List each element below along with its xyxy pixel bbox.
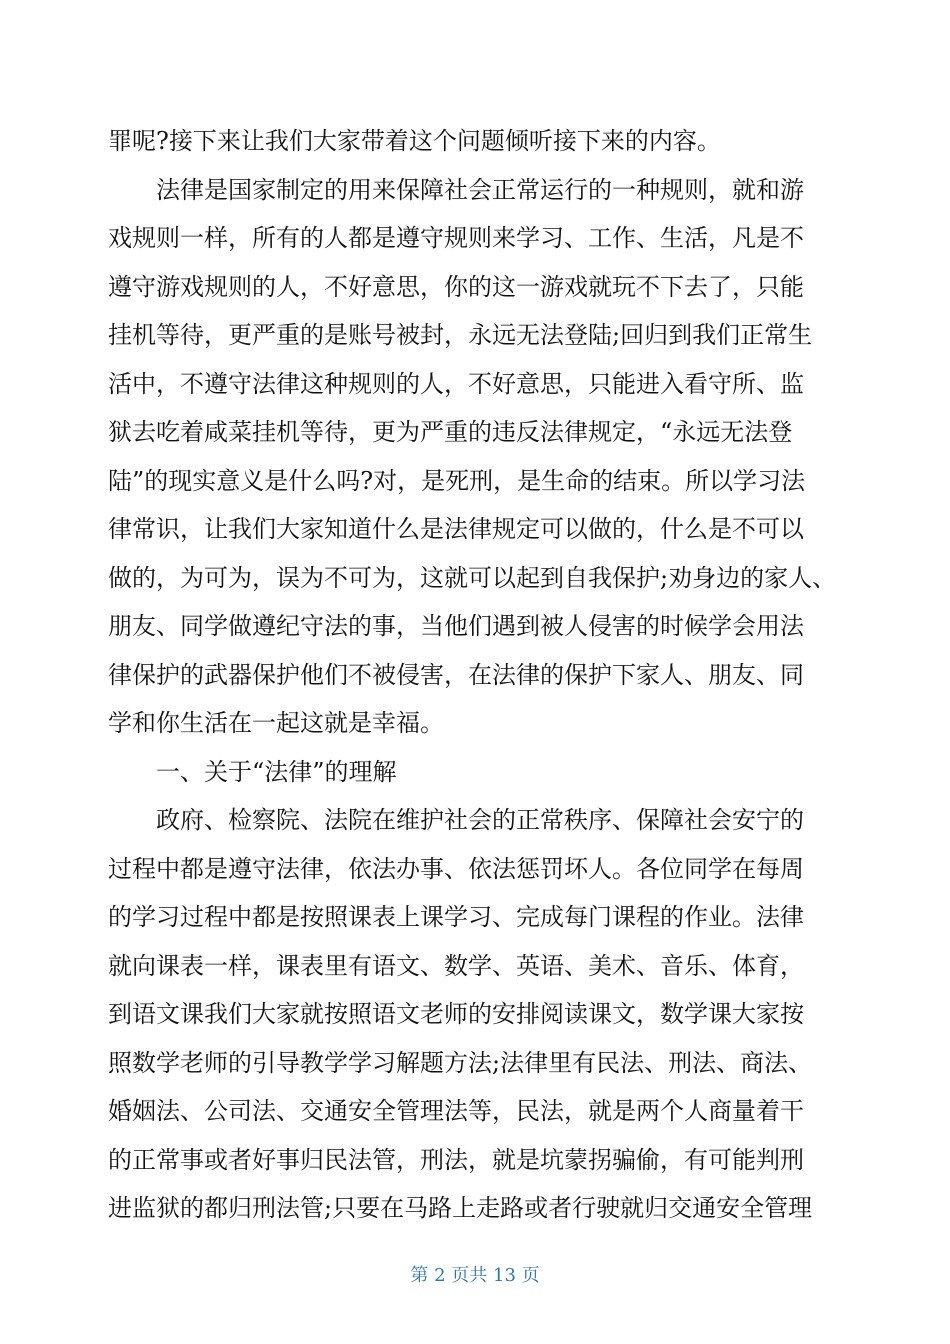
text-line: 到语文课我们大家就按照语文老师的安排阅读课文，数学课大家按	[108, 1000, 804, 1028]
text-line: 陆”的现实意义是什么吗?对，是死刑，是生命的结束。所以学习法	[108, 466, 806, 495]
text-line: 的学习过程中都是按照课表上课学习、完成每门课程的作业。法律	[108, 903, 804, 931]
text-line: 的正常事或者好事归民法管，刑法，就是坑蒙拐骗偷，有可能判刑	[108, 1145, 804, 1174]
text-line: 政府、检察院、法院在维护社会的正常秩序、保障社会安宁的	[108, 806, 804, 834]
text-line: 过程中都是遵守法律，依法办事、依法惩罚坏人。各位同学在每周	[108, 854, 804, 883]
body-text	[108, 117, 848, 1233]
text-line: 法律是国家制定的用来保障社会正常运行的一种规则，就和游	[108, 175, 804, 204]
text-line: 狱去吃着咸菜挂机等待，更为严重的违反法律规定，“永远无法登	[108, 418, 793, 446]
text-line: 遵守游戏规则的人，不好意思，你的这一游戏就玩不下去了，只能	[108, 272, 804, 301]
text-line: 律常识，让我们大家知道什么是法律规定可以做的，什么是不可以	[108, 515, 804, 543]
text-line: 婚姻法、公司法、交通安全管理法等，民法，就是两个人商量着干	[108, 1097, 804, 1125]
text-line: 朋友、同学做遵纪守法的事，当他们遇到被人侵害的时候学会用法	[108, 612, 804, 640]
text-line: 做的，为可为，误为不可为，这就可以起到自我保护;劝身边的家人、	[108, 563, 837, 592]
section-heading: 一、关于“法律”的理解	[108, 757, 397, 786]
text-line: 照数学老师的引导教学学习解题方法;法律里有民法、刑法、商法、	[108, 1048, 813, 1077]
text-line: 罪呢?接下来让我们大家带着这个问题倾听接下来的内容。	[108, 127, 721, 155]
text-line: 活中，不遵守法律这种规则的人，不好意思，只能进入看守所、监	[108, 369, 804, 398]
text-line: 挂机等待，更严重的是账号被封，永远无法登陆;回归到我们正常生	[108, 321, 813, 349]
text-line: 就向课表一样，课表里有语文、数学、英语、美术、音乐、体育，	[108, 951, 804, 980]
text-line: 戏规则一样，所有的人都是遵守规则来学习、工作、生活，凡是不	[108, 224, 804, 252]
page-footer	[0, 1262, 950, 1290]
page-number: 第 2 页共 13 页	[410, 1265, 540, 1286]
text-line: 律保护的武器保护他们不被侵害，在法律的保护下家人、朋友、同	[108, 660, 804, 689]
text-line: 学和你生活在一起这就是幸福。	[108, 709, 444, 737]
text-line: 进监狱的都归刑法管;只要在马路上走路或者行驶就归交通安全管理	[108, 1194, 813, 1222]
